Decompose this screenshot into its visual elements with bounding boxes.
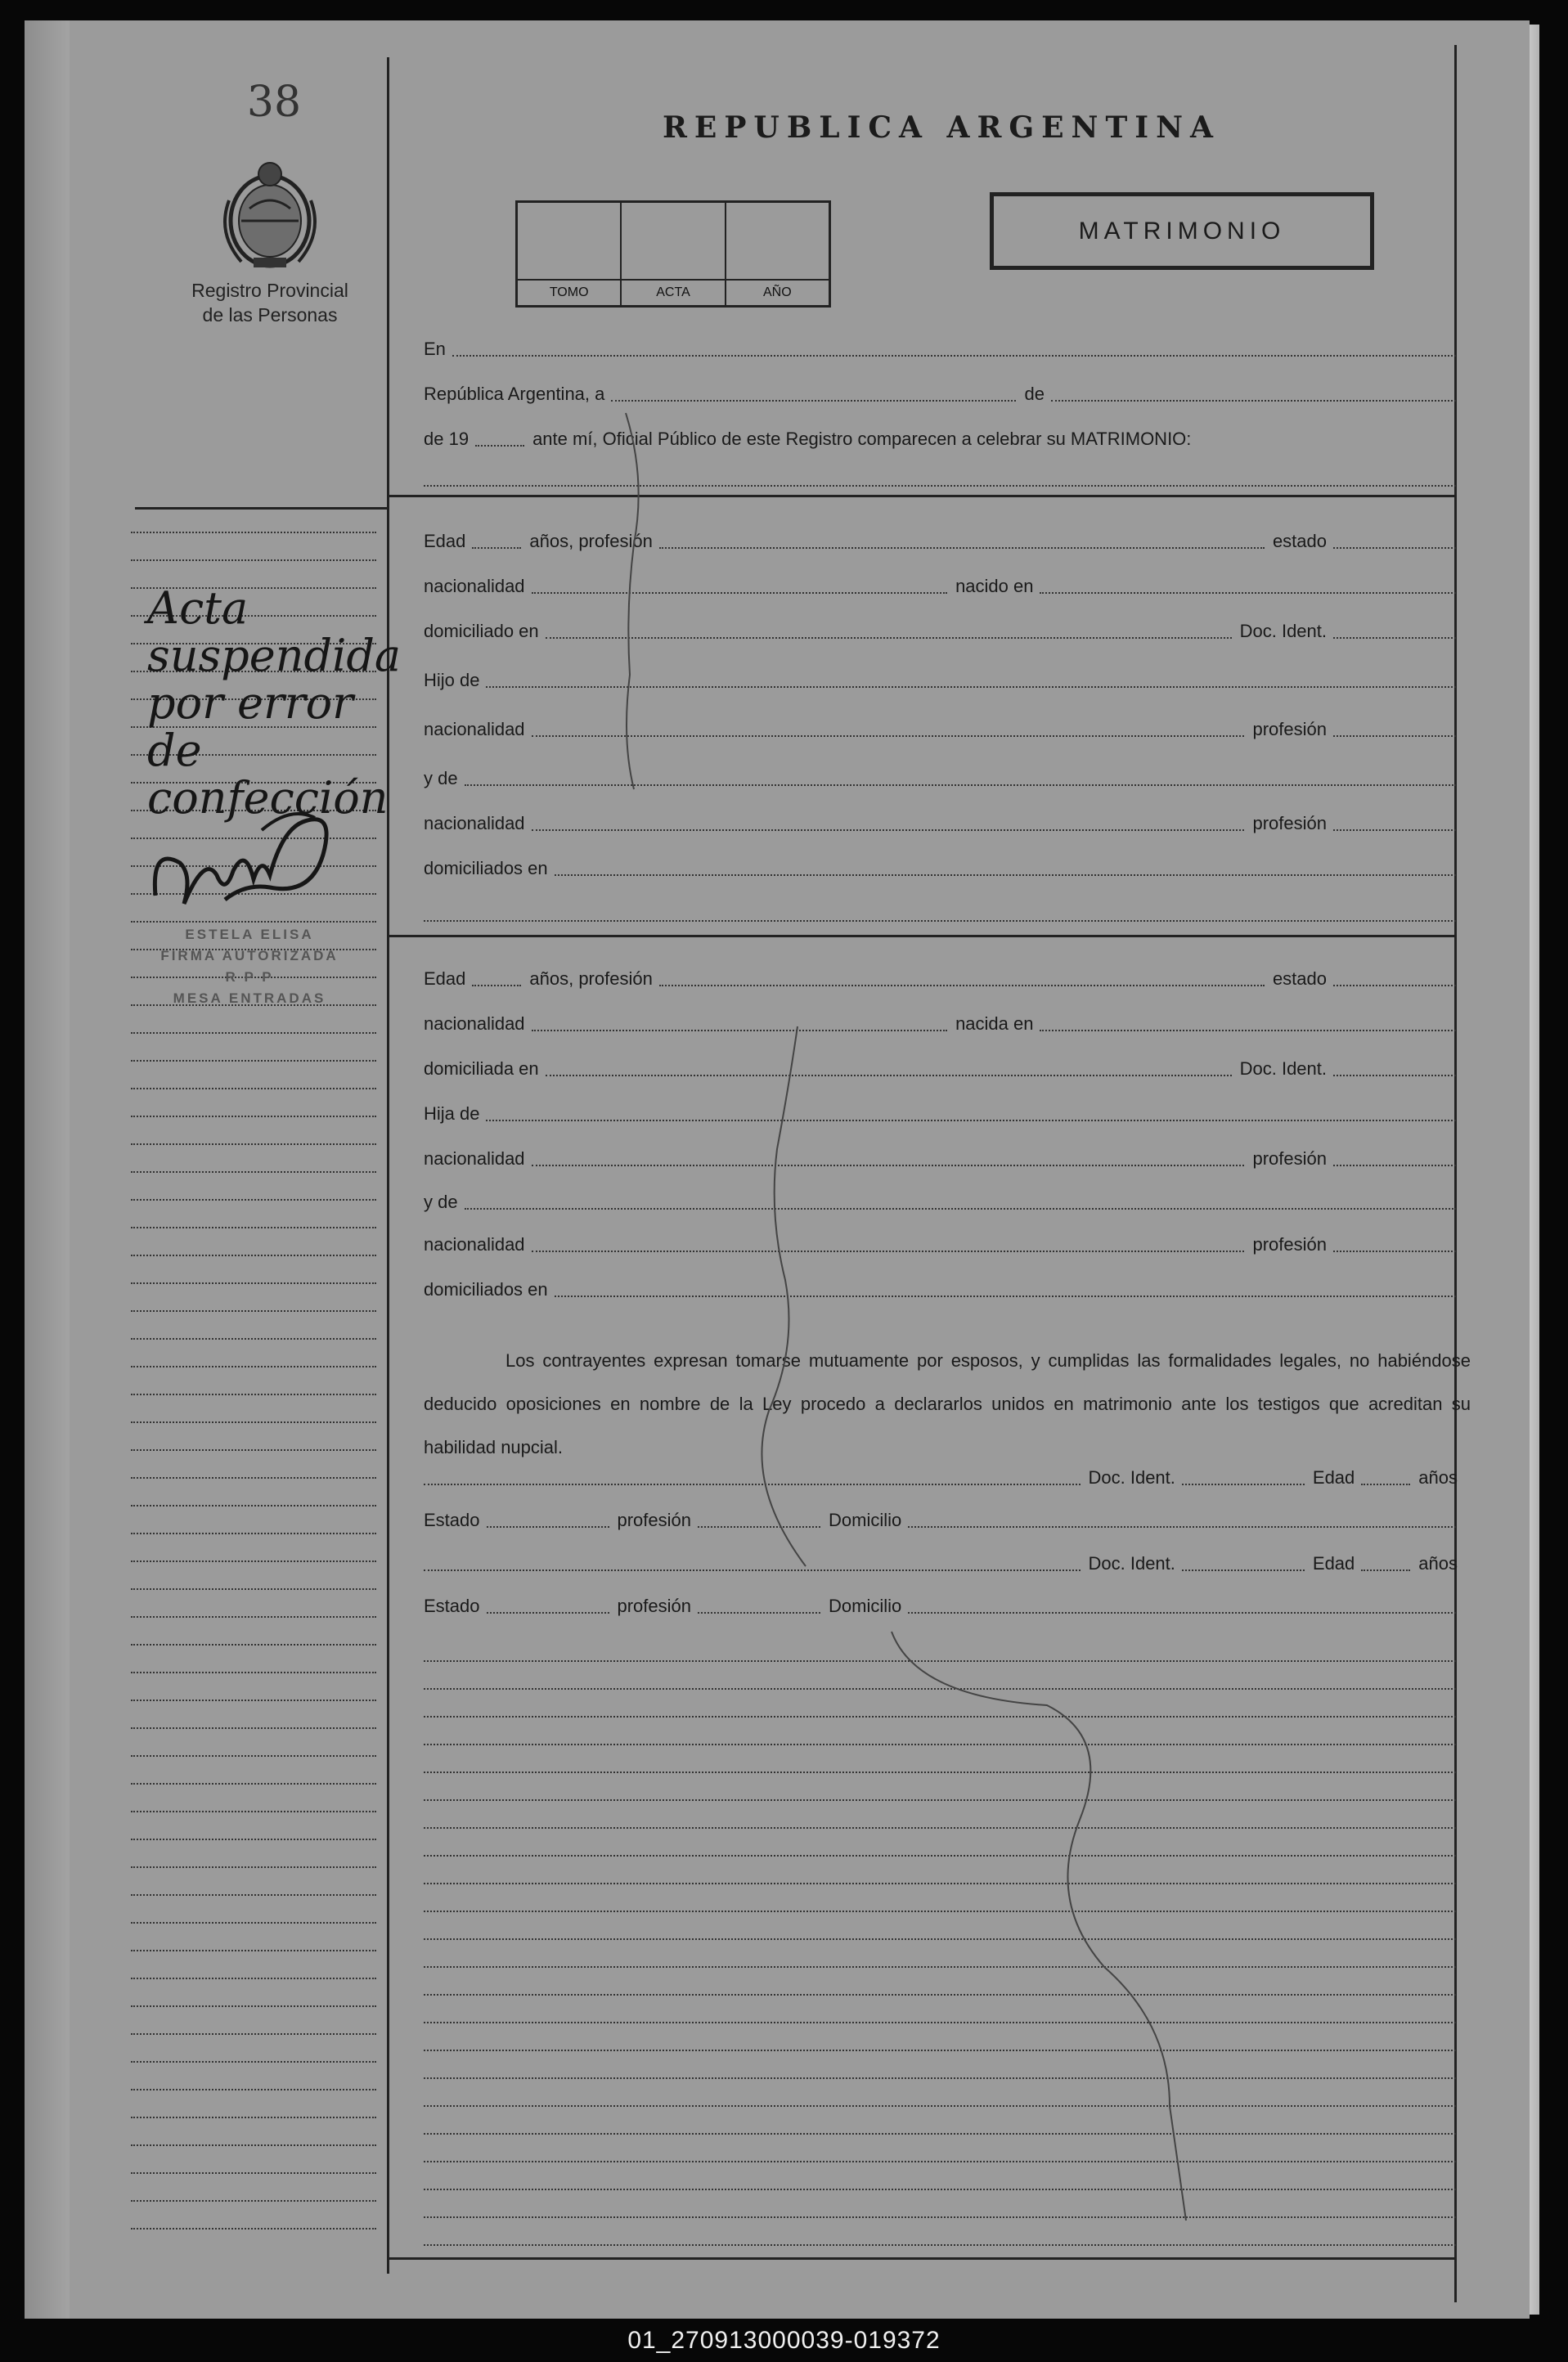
label-domiciliado-en: domiciliado en — [424, 621, 539, 641]
label-edad: Edad — [424, 531, 466, 551]
document-title: REPUBLICA ARGENTINA — [663, 110, 1220, 145]
field-groom-father-nationality — [532, 735, 1245, 737]
signature-ruled-line — [424, 1883, 1456, 1884]
label-estado: Estado — [424, 1596, 480, 1616]
binding-strip — [25, 20, 70, 2319]
signature-ruled-line — [424, 1855, 1456, 1857]
stamp-line-3: R P P — [225, 969, 274, 985]
bride-row-age — [424, 965, 1464, 993]
label-profesion: profesión — [1252, 813, 1327, 833]
field-bride-father-nationality — [532, 1165, 1245, 1166]
label-domicilio: Domicilio — [829, 1510, 902, 1530]
signature-ruled-line — [424, 1716, 1456, 1718]
margin-ruled-line — [131, 532, 376, 533]
certificate-page — [25, 20, 1530, 2319]
witness2-row-status — [424, 1592, 1464, 1620]
page-number: 38 — [246, 78, 302, 127]
field-bride-father — [486, 1120, 1456, 1121]
bride-row-address — [424, 1055, 1464, 1083]
margin-ruled-line — [131, 1894, 376, 1896]
scan-identifier: 01_270913000039-019372 — [627, 2327, 941, 2354]
margin-ruled-line — [131, 2172, 376, 2174]
label-estado: estado — [1272, 531, 1327, 551]
label-profesion: profesión — [617, 1510, 692, 1530]
label-en: En — [424, 339, 446, 359]
label-estado: Estado — [424, 1510, 480, 1530]
label-anos: años — [1418, 1553, 1458, 1574]
signature-ruled-line — [424, 1744, 1456, 1745]
field-groom-status — [1333, 547, 1456, 549]
field-witness1-status — [487, 1526, 609, 1528]
margin-ruled-line — [131, 1143, 376, 1145]
label-hija-de: Hija de — [424, 1103, 480, 1124]
signature-ruled-line — [424, 2244, 1456, 2246]
margin-ruled-line — [131, 1310, 376, 1312]
margin-ruled-line — [131, 2061, 376, 2063]
field-bride-father-profession — [1333, 1165, 1456, 1166]
registry-line-2: de las Personas — [202, 304, 338, 326]
section-rule-2 — [389, 935, 1454, 937]
margin-ruled-line — [131, 1171, 376, 1173]
field-witness2-id — [1182, 1569, 1305, 1571]
label-nacionalidad: nacionalidad — [424, 813, 525, 833]
margin-ruled-line — [131, 1449, 376, 1451]
page-bottom-line — [389, 2257, 1454, 2260]
groom-row-father-nationality — [424, 716, 1464, 743]
witness2-row-id — [424, 1550, 1464, 1578]
margin-ruled-line — [131, 1950, 376, 1951]
label-domiciliada-en: domiciliada en — [424, 1058, 539, 1079]
label-nacionalidad: nacionalidad — [424, 1234, 525, 1255]
label-anos-profesion: años, profesión — [529, 531, 653, 551]
margin-ruled-line — [131, 1088, 376, 1089]
label-nacionalidad: nacionalidad — [424, 719, 525, 739]
margin-ruled-line — [131, 2005, 376, 2007]
margin-ruled-line — [131, 1922, 376, 1924]
bride-row-nationality — [424, 1010, 1464, 1038]
groom-row-mother-nationality — [424, 810, 1464, 837]
field-month — [1051, 400, 1456, 402]
field-year — [475, 445, 524, 447]
groom-row-parents-address — [424, 855, 1464, 882]
margin-ruled-line — [131, 1227, 376, 1228]
margin-ruled-line — [131, 1338, 376, 1340]
label-anos-profesion: años, profesión — [529, 968, 653, 989]
bride-row-mother — [424, 1188, 1464, 1216]
margin-ruled-line — [131, 2089, 376, 2090]
row-republica — [424, 380, 1464, 408]
margin-note-line-1: Acta — [147, 582, 249, 634]
signature-ruled-line — [424, 1938, 1456, 1940]
label-anos: años — [1418, 1467, 1458, 1488]
field-witness2-profession — [698, 1612, 820, 1614]
margin-ruled-line — [131, 1477, 376, 1479]
signature-ruled-line — [424, 1799, 1456, 1801]
tomo-cell — [518, 203, 622, 305]
margin-ruled-line — [131, 1255, 376, 1256]
field-groom-nationality — [532, 592, 948, 594]
bride-row-father — [424, 1100, 1464, 1128]
margin-ruled-line — [131, 1366, 376, 1367]
margin-ruled-line — [131, 1727, 376, 1729]
signature-ruled-line — [424, 1994, 1456, 1996]
signature-ruled-line — [424, 2189, 1456, 2190]
field-groom-profession — [659, 547, 1265, 549]
field-bride-birthplace — [1040, 1030, 1456, 1031]
groom-row-father — [424, 667, 1464, 694]
groom-row-address — [424, 617, 1464, 645]
field-witness1-id — [1182, 1484, 1305, 1485]
margin-ruled-line — [131, 1644, 376, 1646]
margin-ruled-line — [131, 1533, 376, 1534]
margin-ruled-line — [131, 1505, 376, 1507]
act-type-box: MATRIMONIO — [990, 192, 1374, 270]
groom-row-mother — [424, 765, 1464, 793]
margin-ruled-line — [131, 1421, 376, 1423]
bride-row-mother-nationality — [424, 1231, 1464, 1259]
margin-note-line-2: suspendida — [147, 630, 402, 681]
stamp-line-2: FIRMA AUTORIZADA — [160, 948, 339, 963]
margin-ruled-line — [131, 1672, 376, 1673]
label-doc-ident: Doc. Ident. — [1088, 1467, 1175, 1488]
margin-note-line-3: por error de — [147, 677, 353, 776]
margin-ruled-line — [131, 559, 376, 561]
field-groom-id — [1333, 637, 1456, 639]
left-header-rule — [135, 507, 387, 510]
signature — [147, 797, 360, 936]
signature-ruled-line — [424, 2216, 1456, 2218]
field-bride-mother-profession — [1333, 1251, 1456, 1252]
margin-ruled-line — [131, 1700, 376, 1701]
label-nacionalidad: nacionalidad — [424, 1148, 525, 1169]
field-witness1-address — [908, 1526, 1456, 1528]
margin-ruled-line — [131, 2144, 376, 2146]
label-doc-ident: Doc. Ident. — [1239, 1058, 1327, 1079]
registry-name — [164, 278, 376, 327]
field-groom-age — [472, 547, 521, 549]
field-bride-status — [1333, 985, 1456, 986]
provincial-crest-icon — [204, 143, 335, 274]
margin-ruled-line — [131, 1394, 376, 1395]
margin-ruled-line — [131, 1116, 376, 1117]
label-de: de — [1024, 384, 1045, 404]
margin-ruled-line — [131, 1588, 376, 1590]
registry-line-1: Registro Provincial — [191, 280, 348, 301]
row-en — [424, 335, 1464, 363]
intro-blank-line — [424, 485, 1456, 487]
label-domicilio: Domicilio — [829, 1596, 902, 1616]
field-groom-birthplace — [1040, 592, 1456, 594]
field-place — [452, 355, 1456, 357]
field-groom-father-profession — [1333, 735, 1456, 737]
label-nacido-en: nacido en — [955, 576, 1034, 596]
margin-ruled-line — [131, 1755, 376, 1757]
field-witness2-age — [1361, 1569, 1410, 1571]
signature-ruled-line — [424, 1966, 1456, 1968]
margin-ruled-line — [131, 1060, 376, 1062]
label-republica: República Argentina, a — [424, 384, 605, 404]
margin-ruled-line — [131, 2200, 376, 2202]
signature-ruled-line — [424, 2105, 1456, 2107]
margin-ruled-line — [131, 1866, 376, 1868]
field-witness1-name — [424, 1484, 1081, 1485]
acta-label: ACTA — [622, 279, 724, 305]
bride-row-parents-address — [424, 1276, 1464, 1304]
signature-ruled-line — [424, 1772, 1456, 1773]
margin-ruled-line — [131, 1839, 376, 1840]
margin-ruled-line — [131, 2117, 376, 2118]
field-groom-mother-profession — [1333, 829, 1456, 831]
margin-note — [147, 582, 409, 824]
margin-ruled-line — [131, 1616, 376, 1618]
margin-ruled-line — [131, 1978, 376, 1979]
groom-row-nationality — [424, 573, 1464, 600]
field-witness1-profession — [698, 1526, 820, 1528]
margin-ruled-line — [131, 1783, 376, 1785]
field-witness2-status — [487, 1612, 609, 1614]
field-witness2-name — [424, 1569, 1081, 1571]
signature-ruled-line — [424, 2022, 1456, 2023]
field-bride-address — [546, 1075, 1232, 1076]
margin-note-line-4: confección — [147, 772, 389, 824]
declaration-text: Los contrayentes expresan tomarse mutuamente por esposos, y cumplidas las formalidades legales, no habiéndose deducido oposiciones en nombre de la Ley procedo a declararlos unidos en matrimonio ante los testigos que acreditan su habilidad nupcial. — [424, 1350, 1471, 1457]
label-doc-ident: Doc. Ident. — [1088, 1553, 1175, 1574]
margin-ruled-line — [131, 1560, 376, 1562]
stamp-line-1: ESTELA ELISA — [185, 927, 314, 942]
label-y-de: y de — [424, 768, 458, 788]
margin-ruled-line — [131, 1282, 376, 1284]
label-edad: Edad — [1312, 1553, 1355, 1574]
field-bride-mother — [465, 1208, 1456, 1210]
label-nacionalidad: nacionalidad — [424, 576, 525, 596]
label-de-19: de 19 — [424, 429, 470, 449]
tomo-label: TOMO — [518, 279, 620, 305]
label-nacionalidad: nacionalidad — [424, 1013, 525, 1034]
signature-ruled-line — [424, 1911, 1456, 1912]
field-groom-address — [546, 637, 1232, 639]
witness1-row-status — [424, 1507, 1464, 1534]
row-year — [424, 425, 1464, 453]
signature-ruled-line — [424, 2050, 1456, 2051]
field-bride-age — [472, 985, 521, 986]
ano-cell — [726, 203, 829, 305]
groom-row-age — [424, 528, 1464, 555]
field-bride-profession — [659, 985, 1265, 986]
groom-blank-line — [424, 920, 1456, 922]
label-nacida-en: nacida en — [955, 1013, 1034, 1034]
label-profesion: profesión — [1252, 1234, 1327, 1255]
official-stamp — [102, 924, 397, 1009]
reference-box — [515, 200, 831, 308]
field-groom-father — [486, 686, 1456, 688]
label-edad: Edad — [1312, 1467, 1355, 1488]
field-witness1-age — [1361, 1484, 1410, 1485]
margin-ruled-line — [131, 1032, 376, 1034]
label-y-de: y de — [424, 1192, 458, 1212]
label-profesion: profesión — [1252, 1148, 1327, 1169]
signature-ruled-line — [424, 2161, 1456, 2162]
margin-ruled-line — [131, 1199, 376, 1201]
column-divider — [387, 57, 389, 2274]
section-rule-1 — [389, 495, 1454, 497]
signature-ruled-line — [424, 2077, 1456, 2079]
signature-ruled-line — [424, 1660, 1456, 1662]
field-bride-parents-address — [555, 1296, 1456, 1297]
label-domiciliados-en: domiciliados en — [424, 1279, 548, 1300]
field-day — [611, 400, 1016, 402]
signature-ruled-line — [424, 1827, 1456, 1829]
label-profesion: profesión — [1252, 719, 1327, 739]
bride-row-father-nationality — [424, 1145, 1464, 1173]
acta-cell — [622, 203, 726, 305]
label-doc-ident: Doc. Ident. — [1239, 621, 1327, 641]
field-groom-mother-nationality — [532, 829, 1245, 831]
witness1-row-id — [424, 1464, 1464, 1492]
field-bride-mother-nationality — [532, 1251, 1245, 1252]
label-edad: Edad — [424, 968, 466, 989]
label-profesion: profesión — [617, 1596, 692, 1616]
field-bride-nationality — [532, 1030, 948, 1031]
label-hijo-de: Hijo de — [424, 670, 480, 690]
label-ante-mi: ante mí, Oficial Público de este Registro comparecen a celebrar su MATRIMONIO: — [532, 429, 1192, 449]
margin-ruled-line — [131, 2228, 376, 2230]
field-bride-id — [1333, 1075, 1456, 1076]
field-witness2-address — [908, 1612, 1456, 1614]
signature-ruled-line — [424, 1688, 1456, 1690]
margin-ruled-line — [131, 1811, 376, 1812]
label-estado: estado — [1272, 968, 1327, 989]
margin-ruled-line — [131, 2033, 376, 2035]
ano-label: AÑO — [726, 279, 829, 305]
stamp-line-4: MESA ENTRADAS — [173, 990, 326, 1006]
label-domiciliados-en: domiciliados en — [424, 858, 548, 878]
field-groom-mother — [465, 784, 1456, 786]
signature-ruled-line — [424, 2133, 1456, 2135]
field-groom-parents-address — [555, 874, 1456, 876]
